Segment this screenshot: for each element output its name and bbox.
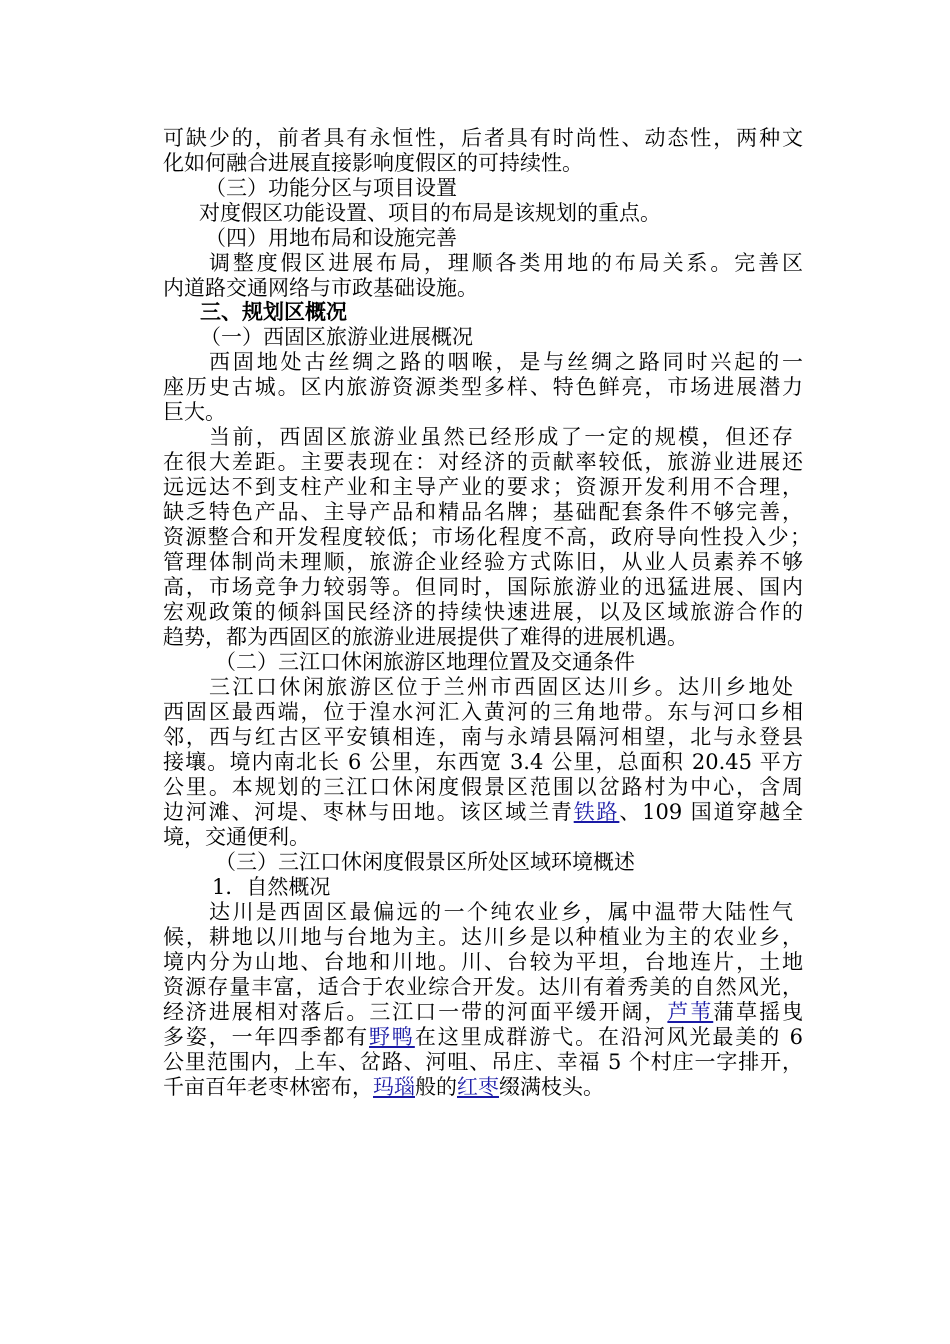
text-run: 当前，西固区旅游业虽然已经形成了一定的规模，但还存 [209,425,793,449]
text-run: 缀满枝头。 [499,1075,604,1099]
text-line [163,624,803,650]
text-run: 公里。本规划的三江口休闲度假景区范围以岔路村为中心，含周 [163,775,803,799]
link-wild-duck[interactable]: 野鸭 [369,1025,415,1049]
text-line [163,574,803,600]
text-line [209,674,793,700]
link-railway[interactable]: 铁路 [573,800,620,824]
text-run: 达川是西固区最偏远的一个纯农业乡，属中温带大陆性气 [209,900,793,924]
text-line [163,449,803,475]
text-run: 蒲草摇曳 [713,1000,804,1024]
text-run: 1．自然概况 [212,875,331,899]
text-run: 远远达不到支柱产业和主导产业的要求；资源开发利用不合理， [163,475,803,499]
text-line [163,824,803,850]
text-run: （三）功能分区与项目设置 [205,176,457,200]
link-reed[interactable]: 芦苇 [667,1000,714,1024]
text-line [163,1049,803,1075]
text-line [163,549,803,575]
text-line [163,275,803,301]
text-run: （四）用地布局和设施完善 [205,226,457,250]
text-line [163,774,803,800]
text-run: 管理体制尚未理顺，旅游企业经验方式陈旧，从业人员素养不够 [163,550,803,574]
text-run: 巨大。 [163,400,226,424]
text-line [163,474,803,500]
text-line [209,349,803,375]
text-run: 在很大差距。主要表现在：对经济的贡献率较低，旅游业进展还 [163,450,803,474]
text-run: 千亩百年老枣林密布， [163,1075,373,1099]
text-run: 可缺少的，前者具有永恒性，后者具有时尚性、动态性，两种文 [163,126,803,150]
text-run: 多姿，一年四季都有 [163,1025,370,1049]
text-line [163,499,803,525]
text-run: 宏观政策的倾斜国民经济的持续快速进展，以及区域旅游合作的 [163,600,803,624]
text-run: 高，市场竞争力较弱等。但同时，国际旅游业的迅猛进展、国内 [163,575,803,599]
text-line [163,150,803,176]
subsection-heading [215,849,775,875]
text-line [199,200,779,226]
text-run: 接壤。境内南北长 6 公里，东西宽 3.4 公里，总面积 20.45 平方 [163,750,803,774]
text-run: （三）三江口休闲度假景区所处区域环境概述 [215,850,635,874]
link-red-date[interactable]: 红枣 [457,1075,499,1099]
text-line [163,125,803,151]
text-line [209,424,793,450]
text-line [163,524,811,550]
text-run: 化如何融合进展直接影响度假区的可持续性。 [163,151,583,175]
text-run: 经济进展相对落后。三江口一带的河面平缓开阔， [163,1000,668,1024]
text-run: 内道路交通网络与市政基础设施。 [163,276,478,300]
text-run: （二）三江口休闲旅游区地理位置及交通条件 [215,650,635,674]
subsection-heading [200,324,760,350]
text-run: 缺乏特色产品、主导产品和精品名牌；基础配套条件不够完善， [163,500,803,524]
text-line [163,799,803,825]
text-line [163,974,803,1000]
text-run: 资源存量丰富，适合于农业综合开发。达川有着秀美的自然风光， [163,975,803,999]
text-run: 西固地处古丝绸之路的咽喉，是与丝绸之路同时兴起的一 [209,350,803,374]
text-line [163,924,803,950]
text-line [163,949,803,975]
text-run: 边河滩、河堤、枣林与田地。该区域兰青 [163,800,574,824]
text-line [163,399,803,425]
text-line [163,749,803,775]
text-run: 、109 国道穿越全 [619,800,804,824]
text-run: 候，耕地以川地与台地为主。达川乡是以种植业为主的农业乡， [163,925,803,949]
text-line [163,1074,803,1100]
subsection-heading [212,874,772,900]
text-line [209,899,793,925]
text-run: 西固区最西端，位于湟水河汇入黄河的三角地带。东与河口乡相 [163,700,803,724]
text-run: （一）西固区旅游业进展概况 [200,325,473,349]
text-run: 对度假区功能设置、项目的布局是该规划的重点。 [199,201,661,225]
text-line [163,699,803,725]
text-run: 般的 [415,1075,457,1099]
subsection-heading [205,225,765,251]
subsection-heading [205,175,765,201]
text-run: 资源整合和开发程度较低；市场化程度不高，政府导向性投入少； [163,525,811,549]
text-line [163,1024,803,1050]
text-run: 三、规划区概况 [200,299,347,324]
text-line [209,250,803,276]
text-run: 邻，西与红古区平安镇相连，南与永靖县隔河相望，北与永登县 [163,725,803,749]
subsection-heading [215,649,775,675]
text-run: 调整度假区进展布局，理顺各类用地的布局关系。完善区 [209,251,803,275]
text-line [163,999,803,1025]
section-heading [200,299,760,325]
link-agate[interactable]: 玛瑙 [373,1075,415,1099]
text-line [163,599,803,625]
text-run: 趋势，都为西固区的旅游业进展提供了难得的进展机遇。 [163,625,688,649]
text-run: 境，交通便利。 [163,825,310,849]
text-run: 公里范围内，上车、岔路、河咀、吊庄、幸福 5 个村庄一字排开， [163,1050,803,1074]
text-line [163,374,803,400]
text-run: 境内分为山地、台地和川地。川、台较为平坦，台地连片，土地 [163,950,803,974]
text-run: 三江口休闲旅游区位于兰州市西固区达川乡。达川乡地处 [209,675,793,699]
text-run: 在这里成群游弋。在沿河风光最美的 6 [414,1025,804,1049]
text-line [163,724,803,750]
text-run: 座历史古城。区内旅游资源类型多样、特色鲜亮，市场进展潜力 [163,375,803,399]
